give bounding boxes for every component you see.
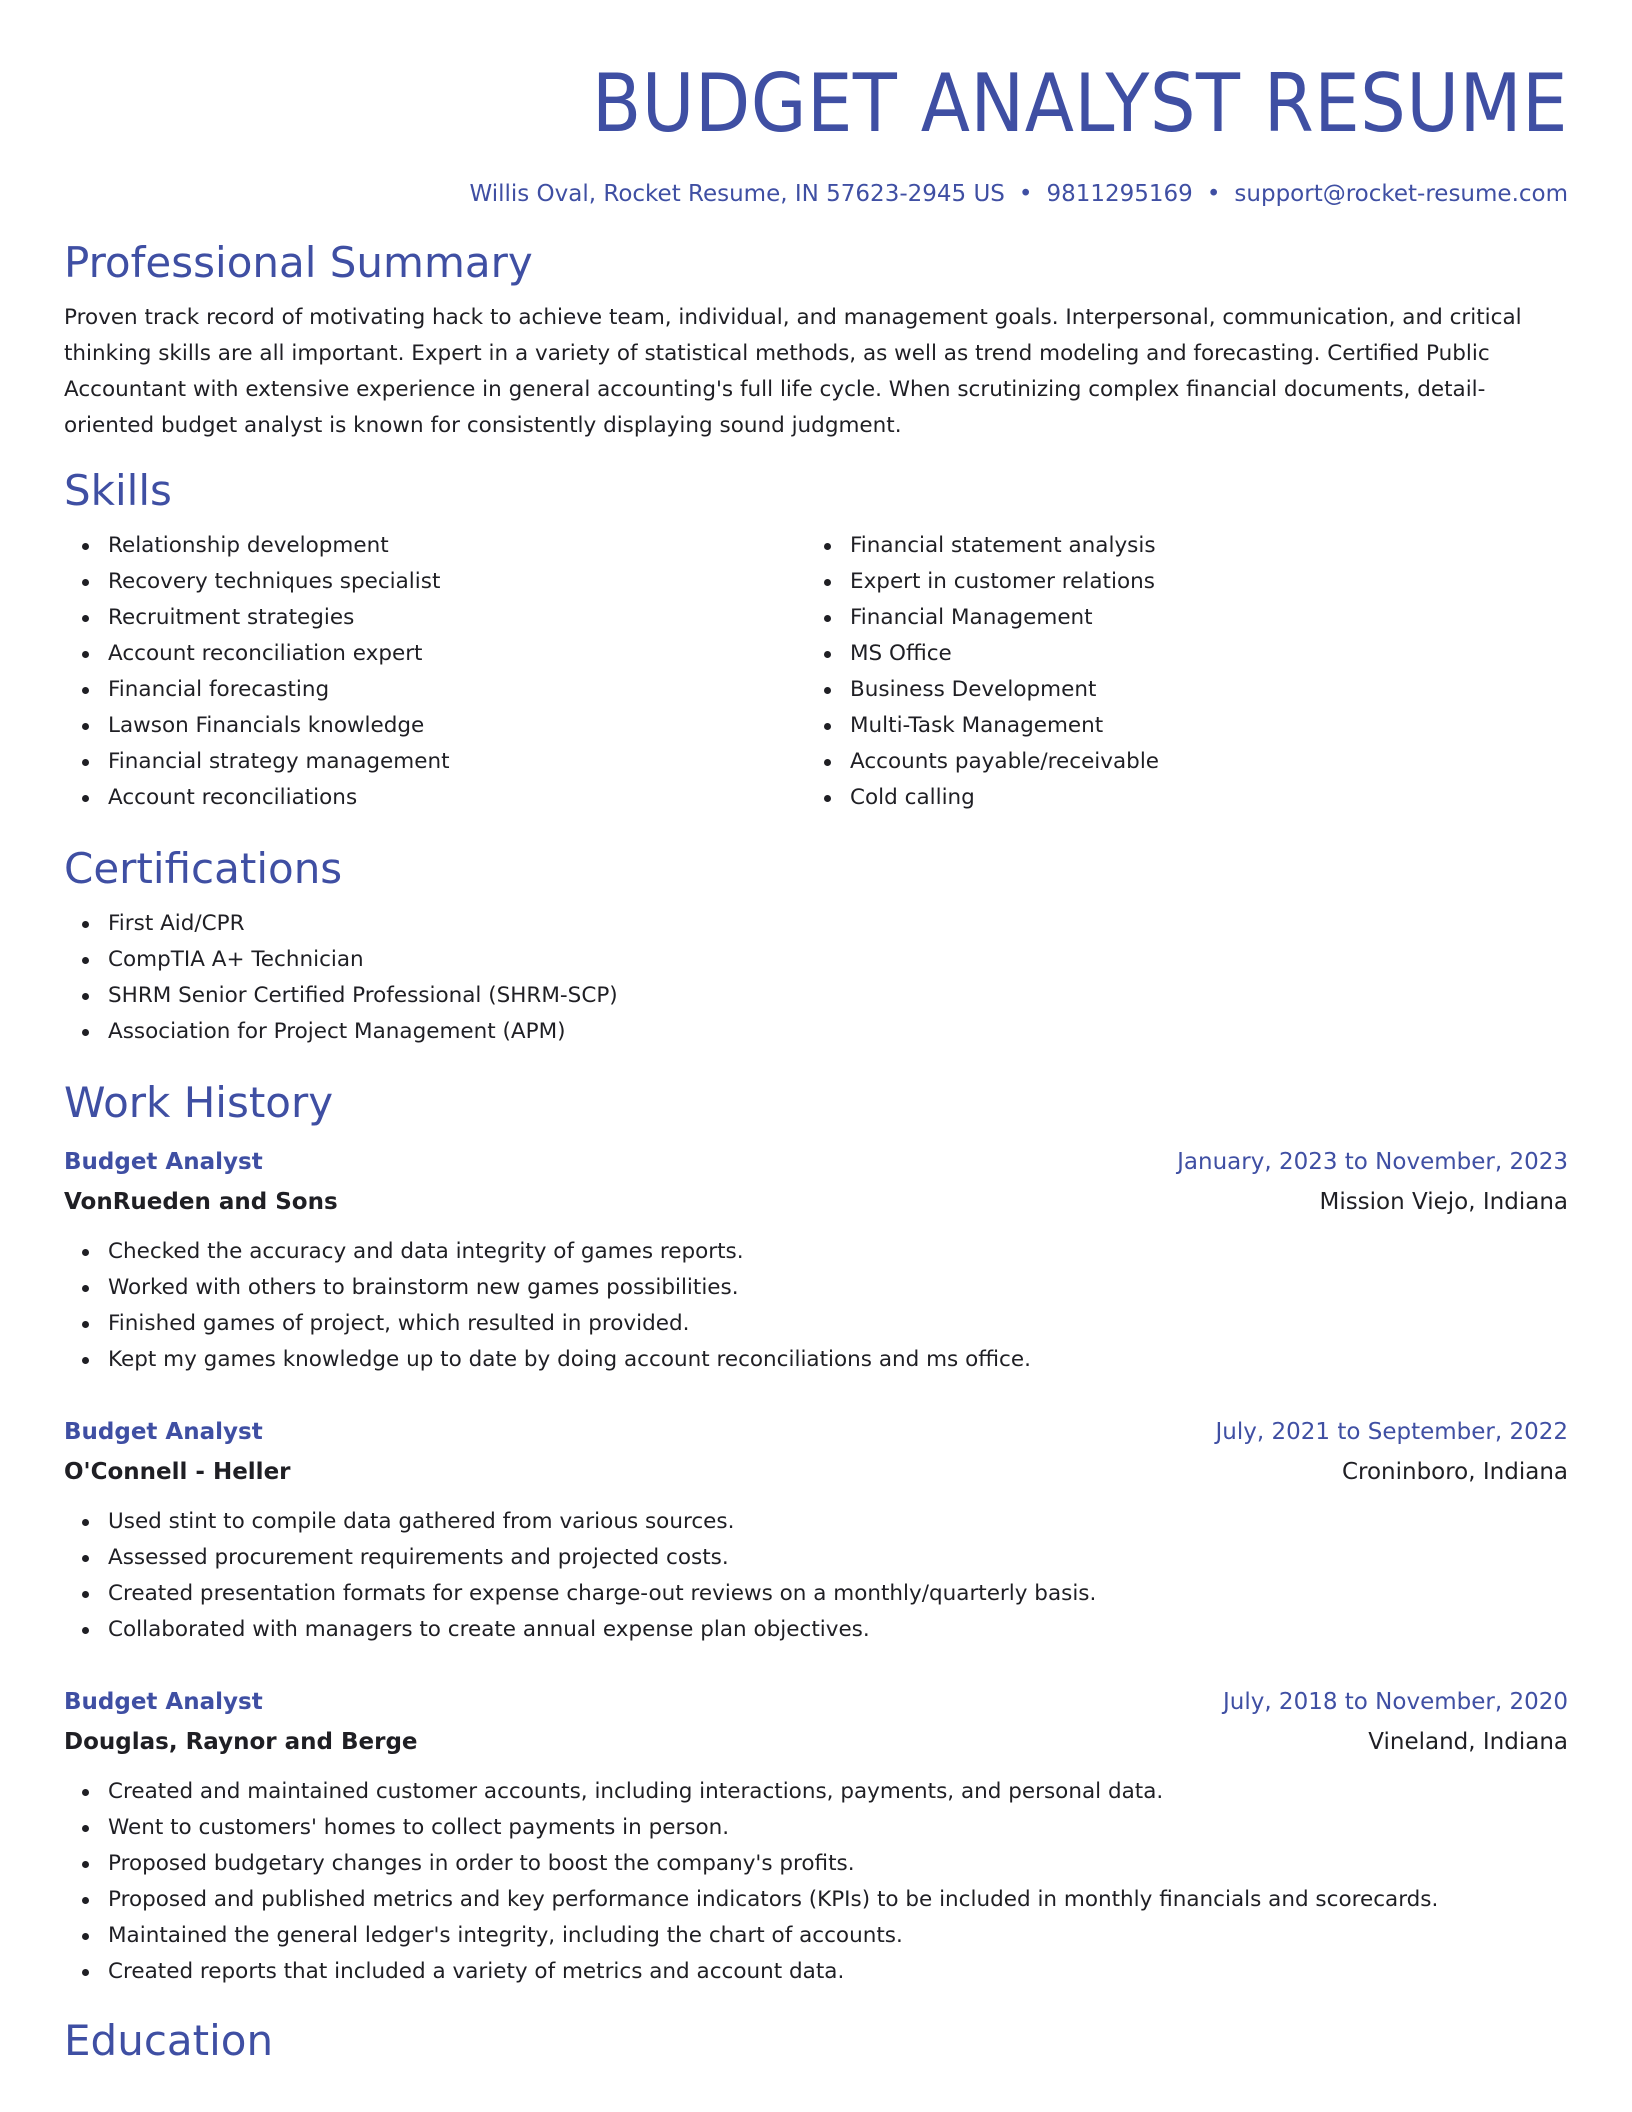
job-bullet: Checked the accuracy and data integrity of games reports. — [108, 1234, 1568, 1270]
contact-separator: • — [1206, 181, 1221, 207]
skill-item: Financial forecasting — [108, 672, 806, 708]
section-heading: Education — [64, 2016, 274, 2065]
job-dates: July, 2021 to September, 2022 — [1215, 1419, 1568, 1445]
skill-item: Multi-Task Management — [850, 708, 1548, 744]
skill-item: Business Development — [850, 672, 1548, 708]
job-bullet: Created presentation formats for expense charge-out reviews on a monthly/quarterly basis. — [108, 1576, 1568, 1612]
job-entry — [64, 1142, 1568, 1378]
section-work-history — [64, 1078, 1568, 1990]
skill-item: Cold calling — [850, 780, 1548, 816]
job-header-row — [64, 1682, 1568, 1722]
job-location: Croninboro, Indiana — [1341, 1459, 1568, 1485]
job-header-row — [64, 1142, 1568, 1182]
skill-item: Recovery techniques specialist — [108, 564, 806, 600]
resume-page — [64, 0, 1568, 2066]
job-title: Budget Analyst — [64, 1149, 263, 1175]
section-certifications — [64, 844, 1568, 1050]
contact-separator: • — [1018, 181, 1033, 207]
skill-item: Financial Management — [850, 600, 1548, 636]
job-bullet: Collaborated with managers to create annual expense plan objectives. — [108, 1612, 1568, 1648]
job-company: Douglas, Raynor and Berge — [64, 1729, 418, 1755]
job-entry — [64, 1682, 1568, 1990]
contact-email[interactable]: support@rocket-resume.com — [1234, 181, 1568, 207]
job-entry — [64, 1412, 1568, 1648]
skill-item: Financial statement analysis — [850, 528, 1548, 564]
section-heading: Work History — [64, 1078, 334, 1127]
section-heading: Professional Summary — [64, 238, 533, 287]
job-bullets — [64, 1504, 1568, 1648]
job-bullet: Kept my games knowledge up to date by doing account reconciliations and ms office. — [108, 1342, 1568, 1378]
skills-grid — [64, 528, 1568, 816]
job-bullet: Assessed procurement requirements and projected costs. — [108, 1540, 1568, 1576]
certification-item: First Aid/CPR — [108, 906, 1568, 942]
job-company: VonRueden and Sons — [64, 1189, 338, 1215]
skills-column-right — [806, 528, 1548, 816]
certification-item: SHRM Senior Certified Professional (SHRM-SCP) — [108, 978, 1568, 1014]
contact-phone: 9811295169 — [1046, 181, 1193, 207]
skills-column-left — [64, 528, 806, 816]
skill-item: Financial strategy management — [108, 744, 806, 780]
job-location: Vineland, Indiana — [1368, 1729, 1568, 1755]
job-title: Budget Analyst — [64, 1689, 263, 1715]
job-bullet: Proposed budgetary changes in order to boost the company's profits. — [108, 1846, 1568, 1882]
job-bullet: Proposed and published metrics and key performance indicators (KPIs) to be included in monthly financials and scorecards. — [108, 1882, 1568, 1918]
job-bullet: Went to customers' homes to collect payments in person. — [108, 1810, 1568, 1846]
skills-list — [64, 528, 806, 816]
job-company-row — [64, 1722, 1568, 1762]
job-bullet: Maintained the general ledger's integrity, including the chart of accounts. — [108, 1918, 1568, 1954]
job-bullets — [64, 1774, 1568, 1990]
section-education — [64, 2016, 1568, 2066]
job-bullet: Worked with others to brainstorm new games possibilities. — [108, 1270, 1568, 1306]
skill-item: Accounts payable/receivable — [850, 744, 1548, 780]
job-bullet: Used stint to compile data gathered from various sources. — [108, 1504, 1568, 1540]
job-bullet: Created reports that included a variety of metrics and account data. — [108, 1954, 1568, 1990]
section-skills — [64, 466, 1568, 816]
section-professional-summary — [64, 238, 1568, 444]
skill-item: MS Office — [850, 636, 1548, 672]
skill-item: Relationship development — [108, 528, 806, 564]
certification-item: Association for Project Management (APM) — [108, 1014, 1568, 1050]
job-company-row — [64, 1182, 1568, 1222]
skill-item: Recruitment strategies — [108, 600, 806, 636]
job-bullet: Created and maintained customer accounts, including interactions, payments, and personal data. — [108, 1774, 1568, 1810]
job-header-row — [64, 1412, 1568, 1452]
job-dates: July, 2018 to November, 2020 — [1222, 1689, 1568, 1715]
section-heading: Skills — [64, 466, 172, 515]
skills-list — [806, 528, 1548, 816]
skill-item: Expert in customer relations — [850, 564, 1548, 600]
section-heading: Certifications — [64, 844, 343, 893]
job-bullets — [64, 1234, 1568, 1378]
job-company-row — [64, 1452, 1568, 1492]
job-dates: January, 2023 to November, 2023 — [1177, 1149, 1568, 1175]
job-bullet: Finished games of project, which resulted in provided. — [108, 1306, 1568, 1342]
summary-paragraph: Proven track record of motivating hack to achieve team, individual, and management goals. Interpersonal, communication, and critical thinking skills are all important. Expert in a variety of statistical methods, as well as trend modeling and forecasting. Certified Public Accountant with extensive experience in general accounting's full life cycle. When scrutinizing complex financial documents, detail-oriented budget analyst is known for consistently displaying sound judgment. — [64, 305, 1522, 438]
job-location: Mission Viejo, Indiana — [1319, 1189, 1568, 1215]
skill-item: Account reconciliation expert — [108, 636, 806, 672]
skill-item: Lawson Financials knowledge — [108, 708, 806, 744]
contact-address: Willis Oval, Rocket Resume, IN 57623-2945 US — [469, 181, 1005, 207]
certification-item: CompTIA A+ Technician — [108, 942, 1568, 978]
job-title: Budget Analyst — [64, 1419, 263, 1445]
contact-line — [64, 178, 1568, 210]
certifications-list — [64, 906, 1568, 1050]
resume-title: BUDGET ANALYST RESUME — [591, 57, 1568, 150]
skill-item: Account reconciliations — [108, 780, 806, 816]
job-company: O'Connell - Heller — [64, 1459, 291, 1485]
